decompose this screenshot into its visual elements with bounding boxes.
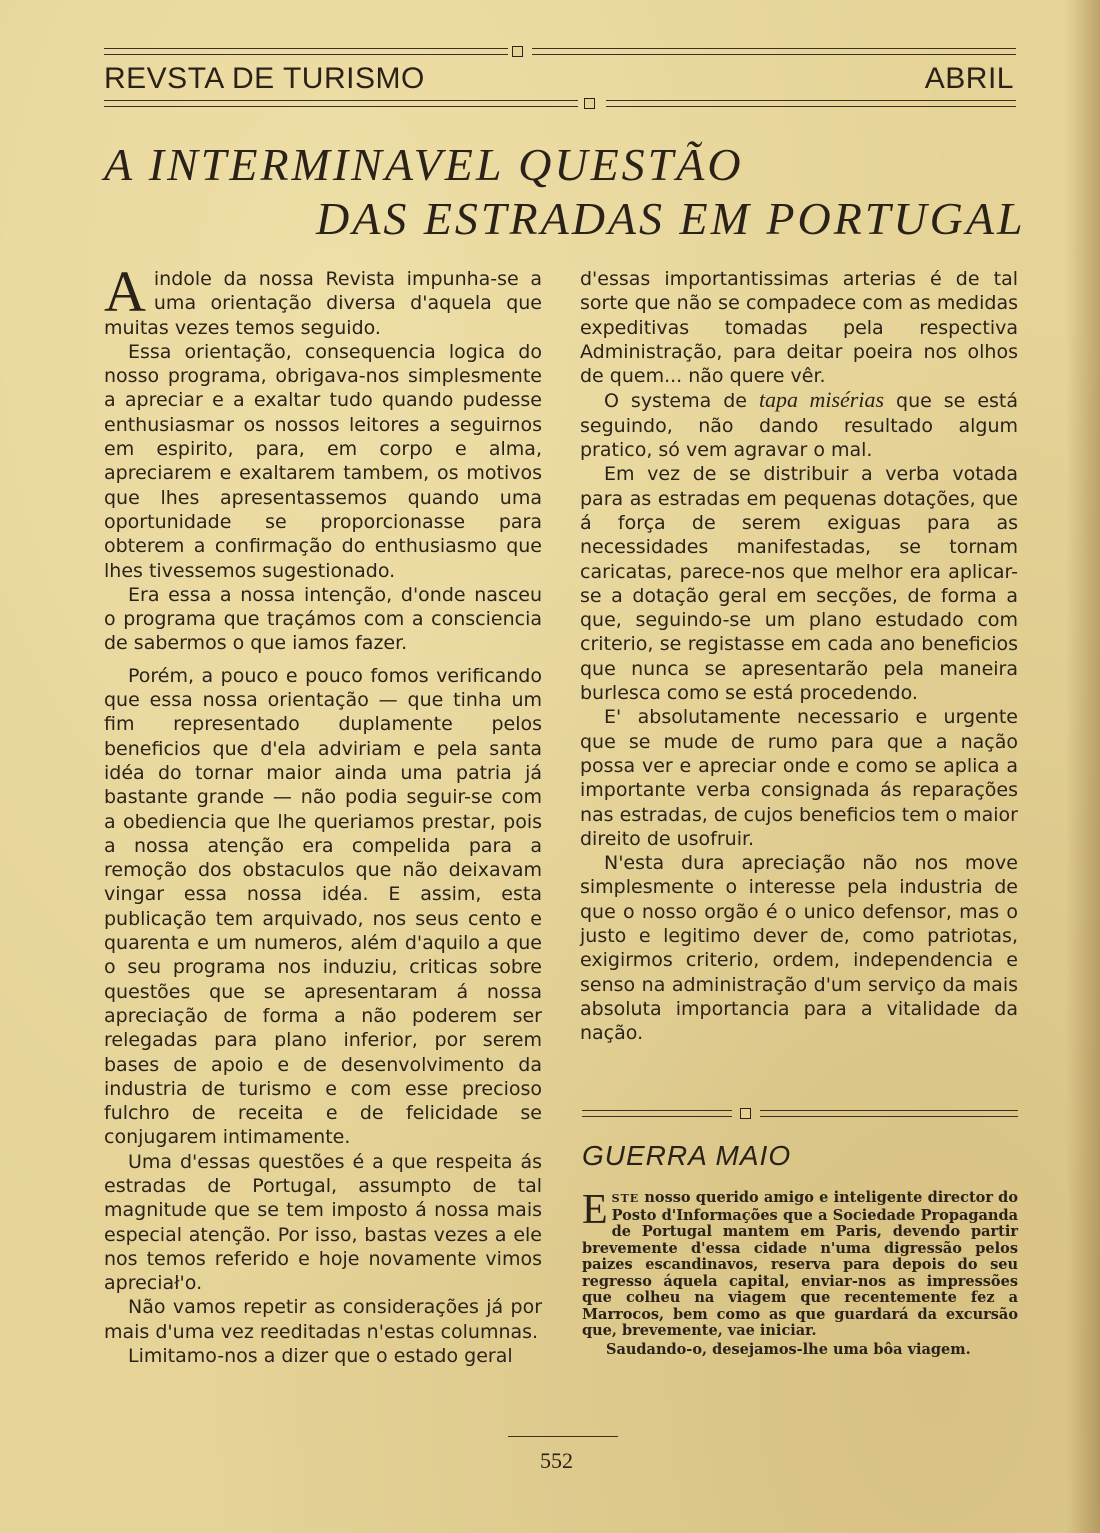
- section-rule-left: [582, 1110, 732, 1117]
- paragraph: Não vamos repetir as considerações já por mais d'uma vez reeditadas n'estas columnas.: [104, 1296, 542, 1343]
- header-rule-bottom-left: [104, 100, 578, 107]
- note-title: GUERRA MAIO: [582, 1140, 792, 1171]
- paragraph: N'esta dura apreciação não nos move simplesmente o interesse pela industria de que o nosso orgão é o unico defensor, mas o justo e legitimo dever de, como patriotas, exigirmos criterio, ordem, independencia e senso na administração d'um serviço da mais absoluta importancia para a vitalidade da nação.: [580, 852, 1018, 1045]
- paragraph: Porém, a pouco e pouco fomos verificando que essa nossa orientação — que tinha um fim representado duplamente pelos beneficios que d'ela adviriam e pela santa idéa do tornar maior ainda uma patria já bastante grande — não podia seguir-se com a obediencia que lhe queriamos prestar, pois a nossa atenção era compelida para a remoção dos obstaculos que não deixavam vingar essa nossa idéa. E assim, esta publicação tem arquivado, nos seus cento e quarenta e um numeros, além d'aquilo a que o seu programa nos induziu, criticas sobre questões que se apresentaram á nossa apreciação de forma a não poderem ser relegadas para plano inferior, por serem bases de apoio e de desenvolvimento da industria de turismo e com esse precioso fulchro de receita e de felicidade se conjugarem intimamente.: [104, 664, 542, 1149]
- ornament-square-top: [512, 46, 523, 57]
- paragraph-text: O systema de: [604, 390, 759, 413]
- paragraph: [104, 259, 542, 340]
- paragraph: Essa orientação, consequencia logica do nosso programa, obrigava-nos simplesmente a apreciar e a exaltar tudo quando pudesse enthusiasmar os nossos leitores a seguirnos em espirito, para, em corpo e alma, apreciarem e exaltarem tambem, os motivos que lhes apresentassemos quando uma oportunidade se proporcionasse para obterem a confirmação do enthusiasmo que lhes tivessemos sugestionado.: [104, 340, 542, 582]
- journal-title: REVSTA DE TURISMO: [104, 62, 425, 95]
- header-rule-top-left: [104, 48, 508, 55]
- paragraph-text: indole da nossa Revista impunha-se a uma orientação diversa d'aquela que muitas vezes temos seguido.: [104, 268, 542, 339]
- paragraph: [582, 1187, 1018, 1340]
- paragraph: d'essas importantissimas arterias é de tal sorte que não se compadece com as medidas expeditivas tomadas pela respectiva Administração, para deitar poeira nos olhos de quem... não quere vêr.: [580, 268, 1018, 388]
- emphasis-text: tapa misérias: [758, 387, 885, 413]
- small-caps-text: STE: [611, 1192, 640, 1205]
- article-title-line-2: DAS ESTRADAS EM PORTUGAL: [316, 193, 1026, 244]
- page-edge-shadow: [1066, 0, 1100, 1533]
- paragraph-text: nosso querido amigo e inteligente director do Posto d'Informações que a Sociedade Propaganda de Portugal mantem em Paris, devendo partir brevemente d'essa cidade n'uma digressão pelos paizes escandinavos, reserva para depois do seu regresso áquela capital, enviar-nos as impressões que colheu na viagem que recentemente fez a Marrocos, bem como as que guardará da excursão que, brevemente, vae iniciar.: [582, 1189, 1018, 1339]
- paragraph-text: que se está seguindo, não dando resultado algum pratico, só vem agravar o mal.: [580, 390, 1018, 462]
- paragraph: Saudando-o, desejamos-lhe uma bôa viagem.: [606, 1340, 971, 1358]
- paragraph: Limitamo-nos a dizer que o estado geral: [128, 1345, 513, 1368]
- paragraph: E' absolutamente necessario e urgente que se mude de rumo para que a nação possa ver e apreciar onde e como se aplica a importante verba consignada ás reparações nas estradas, de cujos beneficios tem o maior direito de usofruir.: [580, 706, 1018, 850]
- page-number: 552: [540, 1448, 573, 1473]
- drop-cap: E: [582, 1187, 608, 1233]
- header-rule-top-right: [532, 48, 1016, 55]
- drop-cap: A: [104, 259, 146, 324]
- note-body: [582, 1187, 1018, 1358]
- issue-month: ABRIL: [924, 62, 1014, 95]
- ornament-square-section: [740, 1108, 751, 1119]
- ornament-square-bottom: [584, 98, 595, 109]
- paragraph: Era essa a nossa intenção, d'onde nasceu o programa que traçámos com a consciencia de sabermos o que iamos fazer.: [104, 583, 542, 655]
- header-rule-bottom-right: [606, 100, 1016, 107]
- paragraph: Em vez de se distribuir a verba votada para as estradas em pequenas dotações, que á força de serem exiguas para as necessidades manifestadas, se tornam caricatas, parece-nos que melhor era aplicar-se a dotação geral em secções, de forma a que, seguindo-se um plano estudado com criterio, se registasse em cada ano beneficios que nunca se apresentarão pela maneira burlesca como se está procedendo.: [580, 463, 1018, 705]
- article-right-column: [580, 267, 1018, 1046]
- article-left-column: [104, 259, 542, 1368]
- footer-rule: [508, 1436, 618, 1437]
- section-rule-right: [760, 1110, 1018, 1117]
- paragraph: [580, 388, 1018, 462]
- paragraph: Uma d'essas questões é a que respeita ás estradas de Portugal, assumpto de tal magnitude que se tem imposto á nossa mais especial atenção. Por isso, bastas vezes a ele nos temos referido e hoje novamente vimos apreciał'o.: [104, 1150, 542, 1295]
- article-title-line-1: A INTERMINAVEL QUESTÃO: [104, 139, 744, 190]
